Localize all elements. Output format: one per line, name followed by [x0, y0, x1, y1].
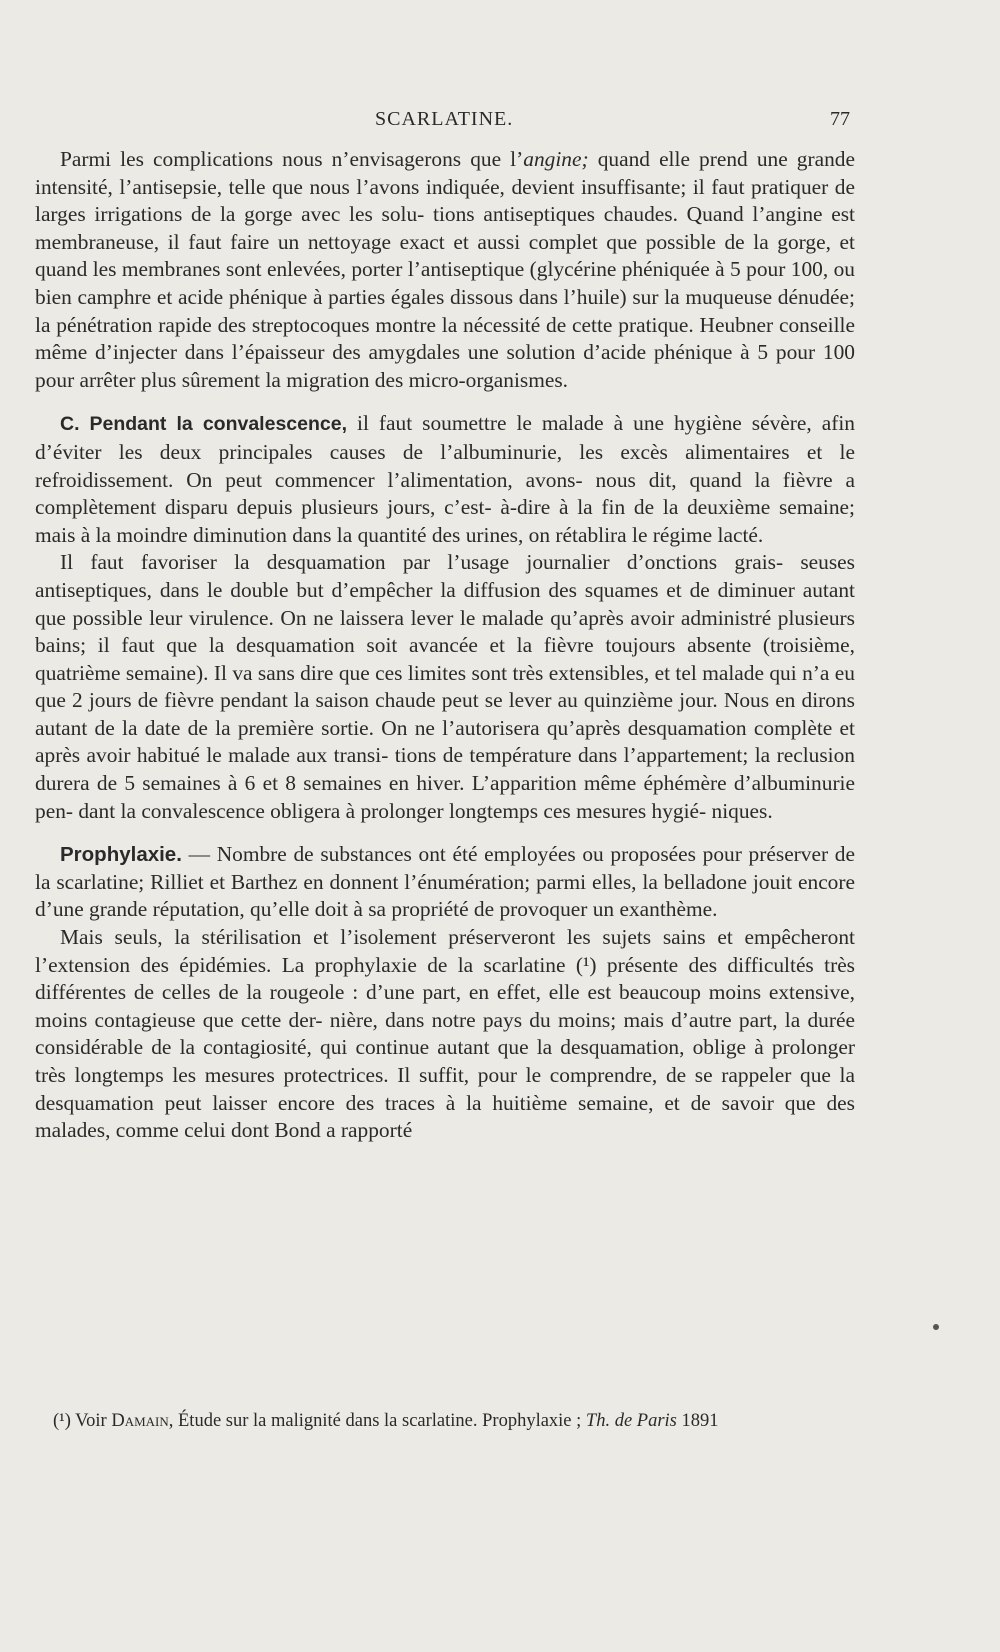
- paragraph-text: Parmi les complications nous n’envisagerons que l’: [60, 147, 524, 171]
- paragraph-text: Mais seuls, la stérilisation et l’isolement préserveront les sujets sains et empêcheront l’extension des épidémies. La prophylaxie de la scarlatine: [35, 925, 855, 977]
- paragraph-text: il faut soumettre le malade à une hygiène sévère, afin d’éviter les deux principales causes de l’albuminurie, les excès alimentaires et le refroidissement. On peut commencer l’alimentation, avons- nous dit, quand la fièvre a complètement disparu depuis plusieurs jours, c’est- à-dire à la fin de la deuxième semaine; mais à la moindre diminution dans la quantité des urines, on rétablira le régime lacté.: [35, 411, 855, 547]
- footnote-author: Damain: [111, 1411, 169, 1431]
- footnote: [35, 1410, 855, 1432]
- page-header: [0, 108, 1000, 138]
- paragraph-convalescence: [35, 410, 855, 549]
- section-heading-convalescence: Pendant la convalescence,: [89, 413, 347, 436]
- footnote-reference: (¹): [575, 952, 597, 977]
- footnote-source: Th. de Paris: [585, 1411, 677, 1431]
- footnote-year: 1891: [676, 1411, 719, 1431]
- footnote-part: , Étude sur la malignité dans la scarlatine. Prophylaxie ;: [168, 1411, 586, 1431]
- paragraph-desquamation: Il faut favoriser la desquamation par l’usage journalier d’onctions grais- seuses antiseptiques, dans le double but d’empêcher la diffusion des squames et de diminuer autant que possible leur virulence. On ne laissera lever le malade qu’après avoir administré plusieurs bains; il faut que la desquamation soit avancée et la fièvre toujours absente (troisième, quatrième semaine). Il va sans dire que ces limites sont très extensibles, et tel malade qui n’a eu que 2 jours de fièvre pendant la saison chaude peut se lever au quinzième jour. Nous en dirons autant de la date de la première sortie. On ne l’autorisera qu’après desquamation complète et après avoir habitué le malade aux transi- tions de température dans l’appartement; la reclusion durera de 5 semaines à 6 et 8 semaines en hiver. L’apparition même éphémère d’albuminurie pen- dant la convalescence obligera à prolonger longtemps ces mesures hygié- niques.: [35, 550, 855, 823]
- paragraph-isolement: [35, 924, 855, 1145]
- paragraph-prophylaxie: [35, 841, 855, 924]
- paragraph-text: — Nombre de substances ont été employées ou proposées pour préserver de la scarlatine; Rilliet et Barthez en donnent l’énumération; parmi elles, la belladone jouit encore d’une grande réputation, qu’elle doit à sa propriété de provoquer un exanthème.: [35, 842, 855, 922]
- section-heading-prophylaxie: Prophylaxie.: [60, 843, 182, 867]
- running-title: SCARLATINE.: [375, 108, 514, 130]
- paragraph-text: présente des difficultés très différentes de celles de la rougeole : d’une part, en effet, elle est beaucoup moins extensive, moins contagieuse que cette der- nière, dans notre pays du moins; mais d’autre part, la durée considérable de la contagiosité, qui continue autant que la desquamation, oblige à prolonger très longtemps les mesures protectrices. Il suffit, pour le comprendre, de se rappeler que la desquamation peut laisser encore des traces à la huitième semaine, et de savoir que des malades, comme celui dont Bond a rapporté: [35, 952, 856, 1143]
- body-text: [35, 146, 855, 1145]
- footnote-mark: (¹): [53, 1411, 71, 1431]
- page-number: 77: [830, 108, 850, 130]
- paragraph-complications: [35, 146, 855, 394]
- emphasis-angine: angine;: [523, 147, 589, 171]
- footnote-text: [35, 1410, 855, 1432]
- footnote-part: Voir: [70, 1411, 112, 1431]
- paragraph-text: quand elle prend une grande intensité, l’antisepsie, telle que nous l’avons indiquée, devient insuffisante; il faut pratiquer de larges irrigations de la gorge avec les solu- tions antiseptiques chaudes. Quand l’angine est membraneuse, il faut faire un nettoyage exact et aussi complet que possible de la gorge, et quand les membranes sont enlevées, porter l’antiseptique (glycérine phéniquée à 5 pour 100, ou bien camphre et acide phénique à parties égales dissous dans l’huile) sur la muqueuse dénudée; la pénétration rapide des streptocoques montre la nécessité de cette pratique. Heubner conseille même d’injecter dans l’épaisseur des amygdales une solution d’acide phénique à 5 pour 100 pour arrêter plus sûrement la migration des micro-organismes.: [35, 147, 855, 392]
- section-marker: C.: [60, 413, 80, 436]
- ink-spot: [933, 1324, 939, 1330]
